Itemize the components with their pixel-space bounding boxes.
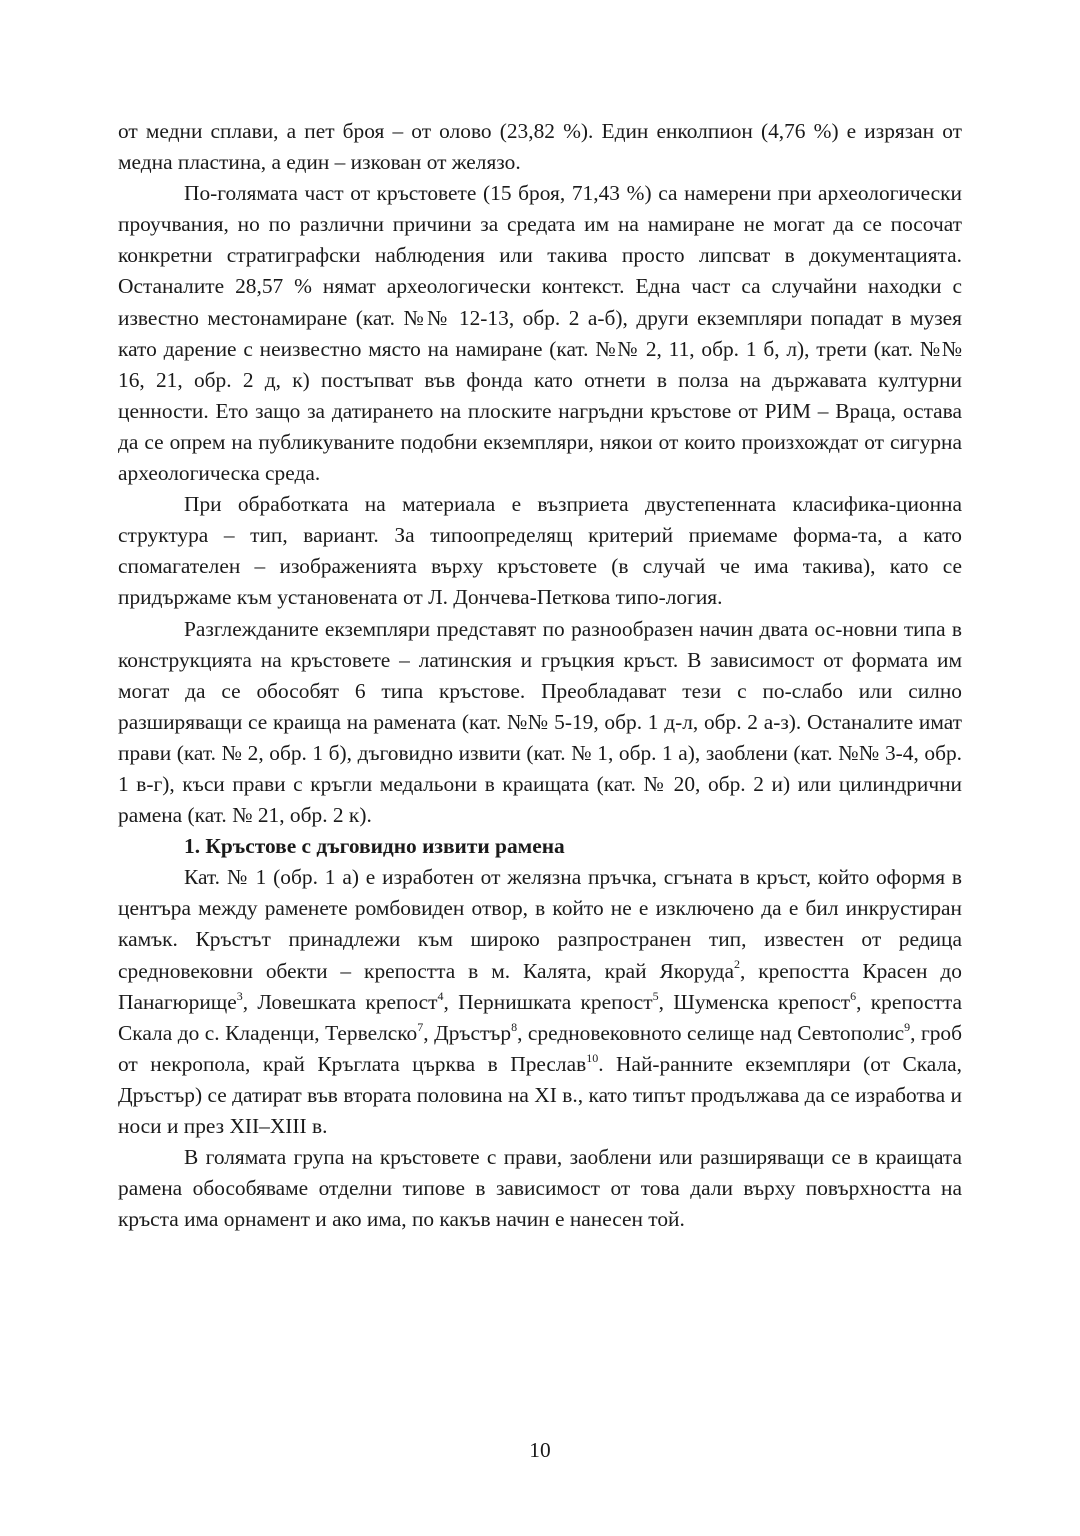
text-run: , крепостта Красен до Панагюрище (118, 958, 962, 1014)
paragraph-cat-1 (118, 862, 962, 1142)
footnote-ref: 3 (236, 988, 243, 1003)
text-run: , Пернишката крепост (443, 989, 653, 1014)
text-run: , Ловешката крепост (242, 989, 438, 1014)
page-body (118, 116, 962, 1235)
footnote-ref: 5 (652, 988, 659, 1003)
text-run: , Дръстър (423, 1020, 512, 1045)
paragraph-groups: В голямата група на кръстовете с прави, заоблени или разширяващи се в краищата рамена обособяваме отделни типове в зависимост от това дали върху повърхността на кръста има орнамент и ако има, по какъв начин е нанесен той. (118, 1145, 962, 1232)
paragraph-types: Разглежданите екземпляри представят по разнообразен начин двата ос-новни типа в конструкцията на кръстовете – латинския и гръцкия кръст. В зависимост от формата им могат да се обособят 6 типа кръстове. Преобладават тези с по-слабо или силно разширяващи се краища на рамената (кат. №№ 5-19, обр. 1 д-л, обр. 2 а-з). Останалите имат прави (кат. № 2, обр. 1 б), дъговидно извити (кат. № 1, обр. 1 а), заоблени (кат. №№ 3-4, обр. 1 в-г), къси прави с кръгли медальони в краищата (кат. № 20, обр. 2 и) или цилиндрични рамена (кат. № 21, обр. 2 к). (118, 616, 962, 828)
text-run: , крепостта Скала до с. Кладенци, Тервелско (118, 989, 962, 1045)
text-run: , гроб от некропола, край Кръглата църква в Преслав (118, 1020, 962, 1076)
paragraph-continuation: от медни сплави, а пет броя – от олово (23,82 %). Един енколпион (4,76 %) е изрязан от медна пластина, а един – изкован от желязо. (118, 119, 962, 175)
text-run: Кат. № 1 (обр. 1 а) е изработен от желязна пръчка, сгъната в кръст, който оформя в центъра между раменете ромбовиден отвор, в който не е изключено да е бил инкрустиран камък. Кръстът принадлежи към широко разпространен тип, известен от редица средновековни обекти – крепостта в м. Калята, край Якоруда (118, 865, 962, 983)
section-heading: 1. Кръстове с дъговидно извити рамена (184, 834, 565, 859)
footnote-ref: 6 (850, 988, 857, 1003)
text-run: , Шуменска крепост (658, 989, 851, 1014)
paragraph-find-context: По-голямата част от кръстовете (15 броя, 71,43 %) са намерени при археологически проучвания, но по различни причини за средата им на намиране не могат да се посочат конкретни стратиграфски наблюдения или такива просто липсват в документацията. Останалите 28,57 % нямат археологически контекст. Една част са случайни находки с известно местонамиране (кат. №№ 12-13, обр. 2 а-б), други екземпляри попадат в музея като дарение с неизвестно място на намиране (кат. №№ 2, 11, обр. 1 б, л), трети (кат. №№ 16, 21, обр. 2 д, к) постъпват във фонда като отнети в полза на държавата културни ценности. Ето защо за датирането на плоските нагръдни кръстове от РИМ – Враца, остава да се опрем на публикуваните подобни екземпляри, някои от които произхождат от сигурна археологическа среда. (118, 181, 962, 486)
footnote-ref: 7 (417, 1019, 424, 1034)
footnote-ref: 8 (511, 1019, 518, 1034)
footnote-ref: 4 (437, 988, 444, 1003)
paragraph-classification: При обработката на материала е възприета двустепенната класифика-ционна структура – тип, вариант. За типоопределящ критерий приемаме форма-та, а като спомагателен – изображенията върху кръстовете (в случай че има такива), като се придържаме към установената от Л. Дончева-Петкова типо-логия. (118, 492, 962, 610)
page-number: 10 (529, 1438, 551, 1462)
footnote-ref: 10 (586, 1050, 599, 1065)
footnote-ref: 2 (733, 957, 740, 972)
text-run: , средновековното селище над Севтополис (517, 1020, 905, 1045)
text-run: . Най-ранните екземпляри (от Скала, Дръстър) се датират във втората половина на XI в., като типът продължава да се изработва и носи и през XII–XIII в. (118, 1051, 962, 1138)
footnote-ref: 9 (904, 1019, 911, 1034)
